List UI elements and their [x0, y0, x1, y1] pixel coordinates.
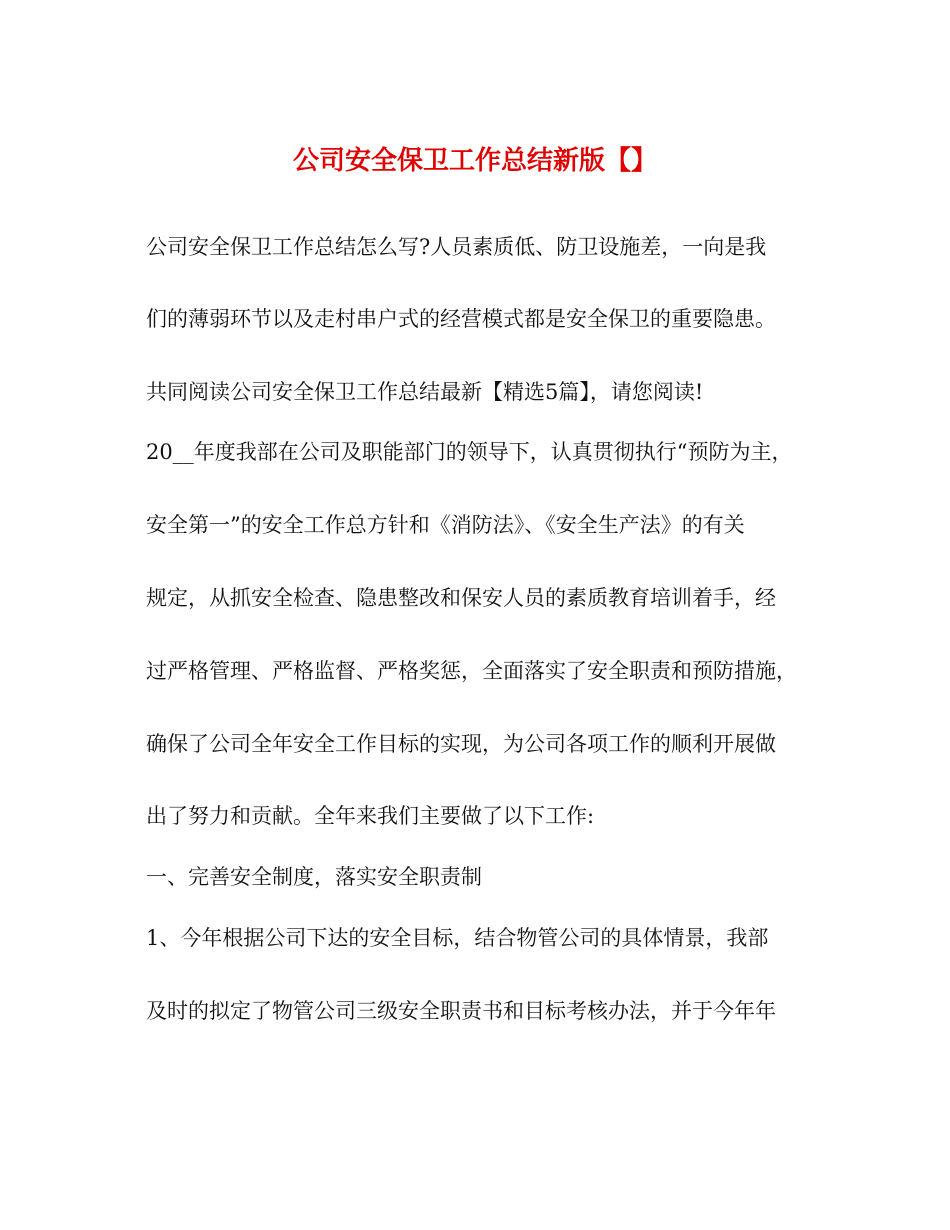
body-line-11: 1、今年根据公司下达的安全目标，结合物管公司的具体情景，我部: [146, 926, 769, 950]
body-line-6: 规定，从抓安全检查、隐患整改和保安人员的素质教育培训着手，经: [146, 586, 776, 610]
body-line-3: 共同阅读公司安全保卫工作总结最新【精选5篇】，请您阅读!: [146, 380, 704, 404]
body-line-5: 安全第一”的安全工作总方针和《消防法》、《安全生产法》的有关: [146, 513, 745, 537]
body-line-7: 过严格管理、严格监督、严格奖惩，全面落实了安全职责和预防措施，: [146, 659, 797, 683]
body-line-2: 们的薄弱环节以及走村串户式的经营模式都是安全保卫的重要隐患。: [146, 307, 776, 331]
document-title: 公司安全保卫工作总结新版【】: [292, 146, 657, 176]
body-line-12: 及时的拟定了物管公司三级安全职责书和目标考核办法，并于今年年: [146, 999, 776, 1023]
body-line-4: 20__年度我部在公司及职能部门的领导下，认真贯彻执行“预防为主，: [146, 440, 793, 464]
body-line-9: 出了努力和贡献。全年来我们主要做了以下工作:: [146, 804, 595, 828]
body-line-8: 确保了公司全年安全工作目标的实现，为公司各项工作的顺利开展做: [146, 732, 776, 756]
body-line-1: 公司安全保卫工作总结怎么写?人员素质低、防卫设施差，一向是我: [146, 235, 767, 259]
section-heading-1: 一、完善安全制度，落实安全职责制: [146, 865, 482, 889]
